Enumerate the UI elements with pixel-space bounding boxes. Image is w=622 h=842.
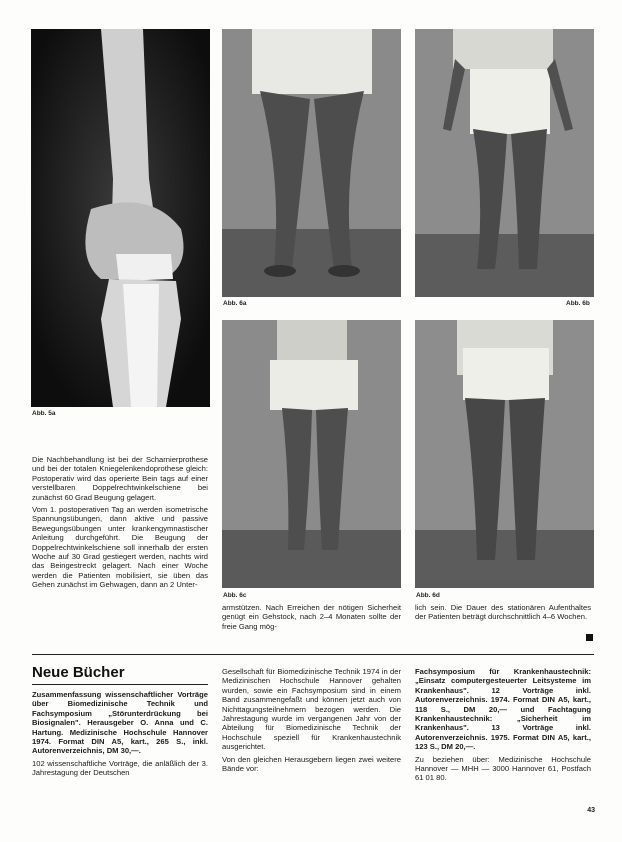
legs-front-image-6c xyxy=(222,320,401,588)
heading-underline xyxy=(32,684,208,685)
book-entry-text: Zu beziehen über: Medizinische Hochschule Hannover — MHH — 3000 Hannover 61, Postfach 61 01 80. xyxy=(415,754,591,783)
section-heading: Neue Bücher xyxy=(32,664,125,681)
books-column-2 xyxy=(222,667,401,776)
end-of-article-marker xyxy=(586,634,593,641)
legs-back-image-6b xyxy=(415,29,594,297)
article-column-3 xyxy=(415,603,591,625)
xray-knee-image xyxy=(31,29,210,407)
article-paragraph: armstützen. Nach Erreichen der nötigen Sicherheit genügt ein Gehstock, nach 2–4 Monaten sollte der freie Gang mög- xyxy=(222,603,401,631)
figure-caption-5a: Abb. 5a xyxy=(32,410,56,417)
section-divider xyxy=(32,654,594,655)
figure-caption-6d: Abb. 6d xyxy=(416,592,440,599)
article-paragraph: Die Nachbehandlung ist bei der Scharnierprothese und bei der totalen Kniegelenkendoprothese gleich: Postoperativ wird das operierte Bein tags auf einer verstellbaren Doppelrechtwinkelschiene bei zunächst 60 Grad Beugung gelagert. xyxy=(32,455,208,502)
article-paragraph: lich sein. Die Dauer des stationären Aufenthaltes der Patienten beträgt durchschnittlich 4–6 Wochen. xyxy=(415,603,591,622)
article-column-1 xyxy=(32,455,208,593)
figure-caption-6c: Abb. 6c xyxy=(223,592,247,599)
books-column-1 xyxy=(32,690,208,781)
book-entry-text: Von den gleichen Herausgebern liegen zwei weitere Bände vor: xyxy=(222,754,401,774)
legs-back-image-6d xyxy=(415,320,594,588)
figure-caption-6b: Abb. 6b xyxy=(566,300,590,307)
legs-front-image-6a xyxy=(222,29,401,297)
book-entry-title: Zusammenfassung wissenschaftlicher Vorträge über Biomedizinische Technik und Fachsymposium „Störunterdrückung bei Biosignalen". Herausgeber O. Anna und C. Hartung. Medizinische Hochschule Hannover 1974. Format DIN A5, kart., 265 S., inkl. Autorenverzeichnis, DM 30,—. xyxy=(32,690,208,756)
book-entry-title: Fachsymposium für Krankenhaustechnik: „Einsatz computergesteuerter Leitsysteme im Krankenhaus". 12 Vorträge inkl. Autorenverzeichnis. 1974. Format DIN A5, kart., 118 S., DM 20,— und Fachtagung Krankenhaustechnik: „Sicherheit im Krankenhaus". 13 Vorträge inkl. Autorenverzeichnis. 1975. Format DIN A5, kart., 123 S., DM 20,—. xyxy=(415,667,591,752)
article-column-2 xyxy=(222,603,401,634)
figure-caption-6a: Abb. 6a xyxy=(223,300,247,307)
page-number: 43 xyxy=(587,807,595,814)
book-entry-text: 102 wissenschaftliche Vorträge, die anläßlich der 3. Jahrestagung der Deutschen xyxy=(32,758,208,778)
book-entry-text: Gesellschaft für Biomedizinische Technik 1974 in der Medizinischen Hochschule Hannover gehalten wurden, sowie ein Fachsymposium sind in einem Band zusammengefaßt und können jetzt auch von Nichttagungsteilnehmern bezogen werden. Die Jahrestagung wurde im vergangenen Jahr von der Abteilung für Biomedizinische Technik der Hochschule speziell für Krankenhaustechnik ausgerichtet. xyxy=(222,667,401,752)
books-column-3 xyxy=(415,667,591,786)
article-paragraph: Vom 1. postoperativen Tag an werden isometrische Spannungsübungen, dann aktive und passive Bewegungsübungen unter krankengymnastischer Anleitung durchgeführt. Die Beugung der Doppelrechtwinkelschiene soll innerhalb der ersten Woche auf 30 Grad gestiegert werden, nachts wird das Beingestreckt gelagert. Nach einer Woche werden die Patienten mobilisiert, sie üben das Gehen zunächst im Gehwagen, dann an 2 Unter- xyxy=(32,505,208,590)
